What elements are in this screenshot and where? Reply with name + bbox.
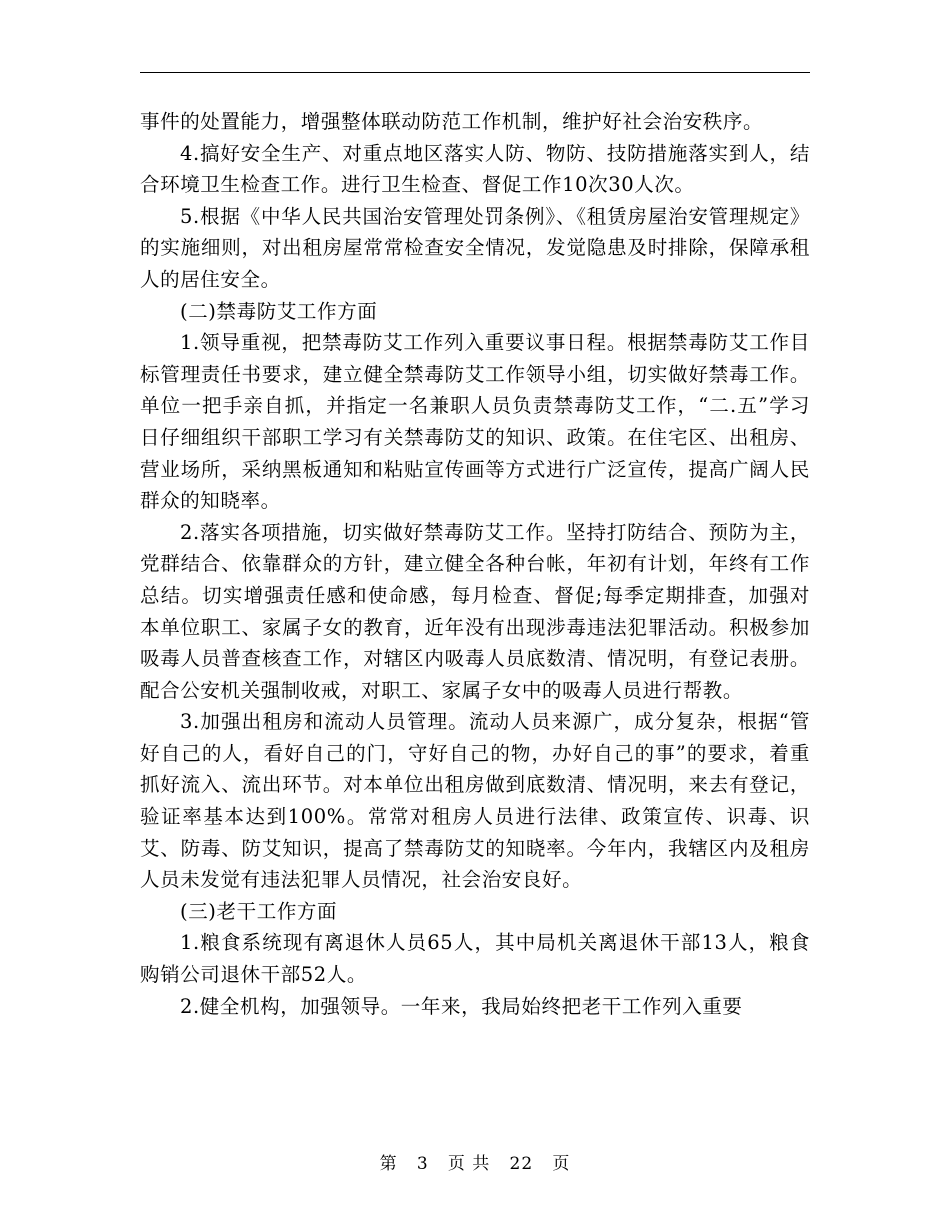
page-footer: [0, 1152, 950, 1176]
paragraph-drug-item-2: 2.落实各项措施，切实做好禁毒防艾工作。坚持打防结合、预防为主，党群结合、依靠群众的方针，建立健全各种台帐，年初有计划，年终有工作总结。切实增强责任感和使命感，每月检查、督促;每季定期排查，加强对本单位职工、家属子女的教育，近年没有出现涉毒违法犯罪活动。积极参加吸毒人员普查核查工作，对辖区内吸毒人员底数清、情况明，有登记表册。配合公安机关强制收戒，对职工、家属子女中的吸毒人员进行帮教。: [140, 520, 810, 702]
paragraph-drug-item-3: 3.加强出租房和流动人员管理。流动人员来源广，成分复杂，根据“管好自己的人，看好自己的门，守好自己的物，办好自己的事”的要求，着重抓好流入、流出环节。对本单位出租房做到底数清、情况明，来去有登记，验证率基本达到100%。常常对租房人员进行法律、政策宣传、识毒、识艾、防毒、防艾知识，提高了禁毒防艾的知晓率。今年内，我辖区内及租房人员未发觉有违法犯罪人员情况，社会治安良好。: [140, 710, 810, 892]
paragraph-continuation: 事件的处置能力，增强整体联动防范工作机制，维护好社会治安秩序。: [140, 110, 764, 133]
page-label-prefix: 第: [379, 1154, 398, 1174]
section-heading-drug-aids: (二)禁毒防艾工作方面: [180, 299, 378, 323]
total-pages-number: 22: [509, 1154, 534, 1174]
page-label-suffix: 页: [552, 1154, 571, 1174]
section-heading-retired-cadres: (三)老干工作方面: [180, 899, 338, 923]
page-label-mid: 页 共: [447, 1154, 491, 1174]
header-rule: [140, 72, 810, 73]
paragraph-retired-item-1: 1.粮食系统现有离退休人员65人，其中局机关离退休干部13人，粮食购销公司退休干部52人。: [140, 931, 810, 987]
paragraph-item-4: 4.搞好安全生产、对重点地区落实人防、物防、技防措施落实到人，结合环境卫生检查工作。进行卫生检查、督促工作10次30人次。: [140, 141, 810, 197]
current-page-number: 3: [416, 1154, 429, 1174]
document-body: [140, 106, 810, 1022]
paragraph-item-5: 5.根据《中华人民共国治安管理处罚条例》、《租赁房屋治安管理规定》的实施细则，对出租房屋常常检查安全情况，发觉隐患及时排除，保障承租人的居住安全。: [140, 204, 810, 291]
paragraph-retired-item-2: 2.健全机构，加强领导。一年来，我局始终把老干工作列入重要: [180, 994, 743, 1018]
paragraph-drug-item-1: 1.领导重视，把禁毒防艾工作列入重要议事日程。根据禁毒防艾工作目标管理责任书要求，建立健全禁毒防艾工作领导小组，切实做好禁毒工作。单位一把手亲自抓，并指定一名兼职人员负责禁毒防艾工作，“二.五”学习日仔细组织干部职工学习有关禁毒防艾的知识、政策。在住宅区、出租房、营业场所，采纳黑板通知和粘贴宣传画等方式进行广泛宣传，提高广阔人民群众的知晓率。: [140, 331, 810, 513]
